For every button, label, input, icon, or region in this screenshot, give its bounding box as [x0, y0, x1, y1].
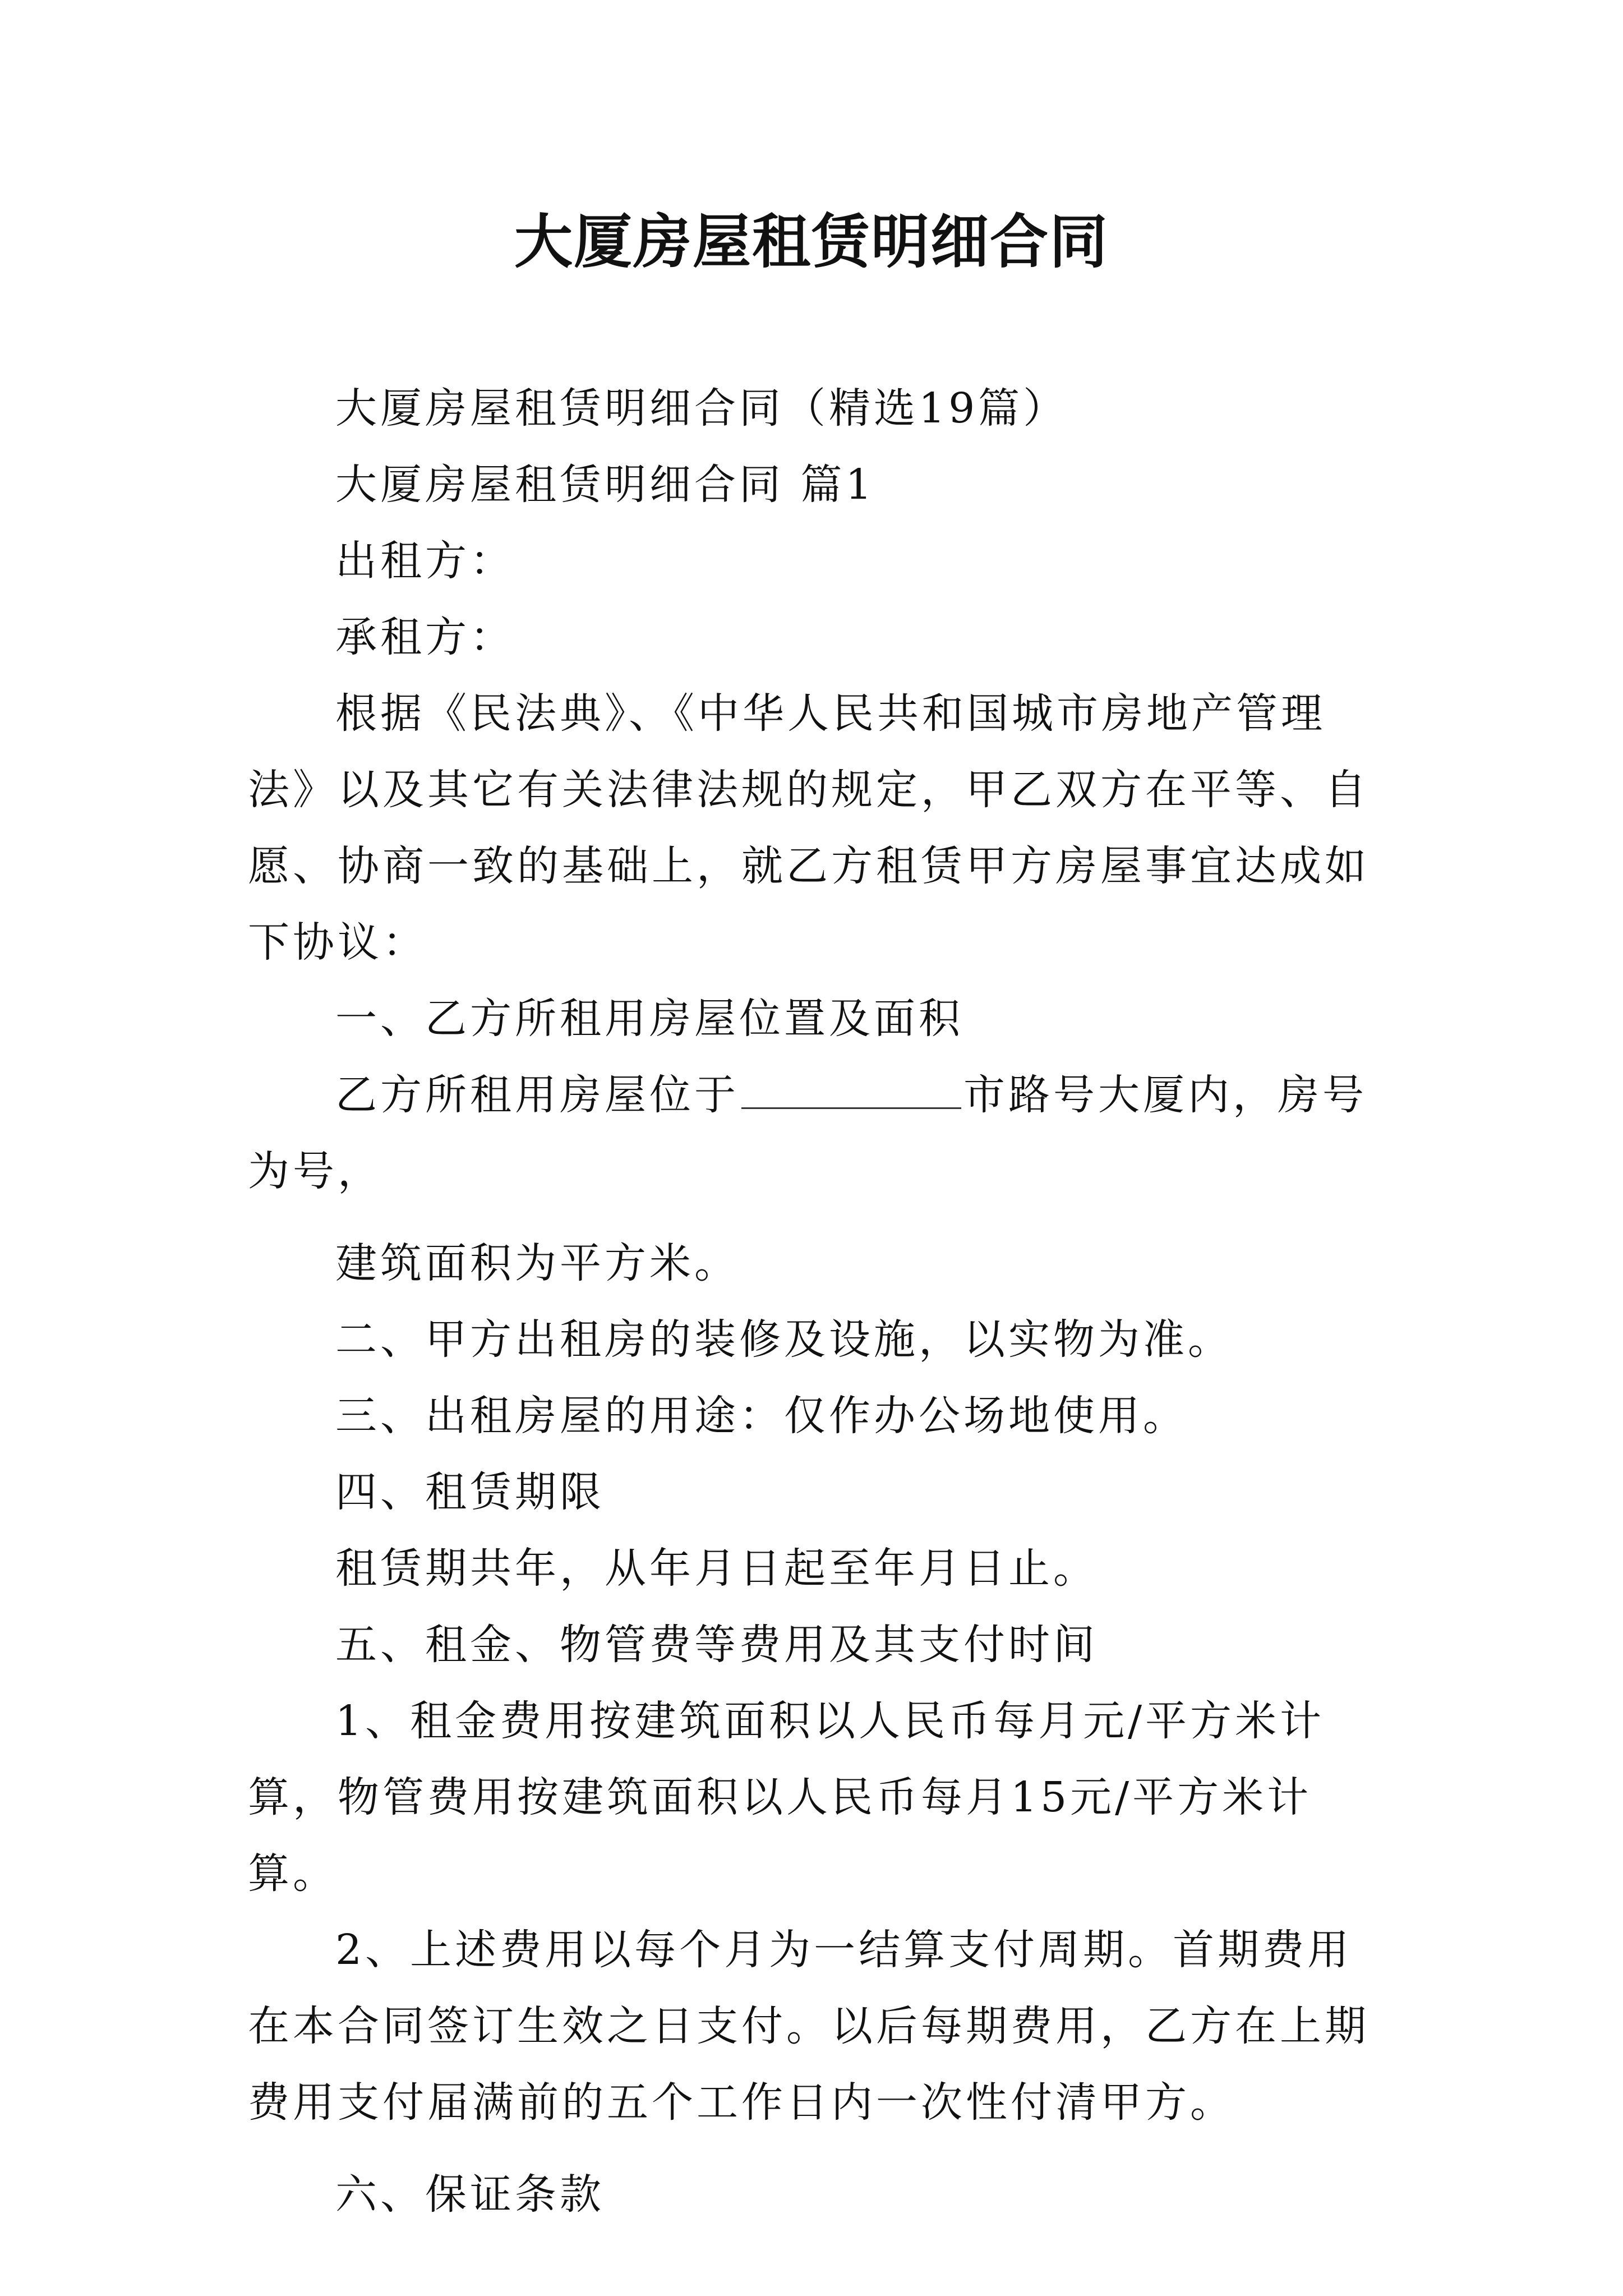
location-text-before: 乙方所租用房屋位于 [335, 1071, 739, 1119]
section-3: 三、出租房屋的用途：仅作办公场地使用。 [335, 1392, 1188, 1440]
section-5-item-1: 1、租金费用按建筑面积以人民币每月元/平方米计算，物管费用按建筑面积以人民币每月15元/平方米计算。 [248, 1697, 1325, 1898]
paragraph-gap [248, 1209, 1392, 1225]
location-text-after: 市路号大厦内，房号为号， [248, 1071, 1367, 1195]
section-4-body: 租赁期共年，从年月日起至年月日止。 [335, 1544, 1098, 1593]
lessee-label: 承租方： [335, 613, 515, 661]
part-heading: 大厦房屋租赁明细合同 篇1 [335, 461, 875, 509]
section-6-heading: 六、保证条款 [335, 2170, 605, 2219]
document-body [248, 370, 1392, 2233]
address-blank-line [741, 1074, 961, 1109]
section-2: 二、甲方出租房的装修及设施，以实物为准。 [335, 1315, 1233, 1364]
section-1-area: 建筑面积为平方米。 [335, 1239, 739, 1287]
document-subtitle: 大厦房屋租赁明细合同（精选19篇） [335, 384, 1068, 432]
section-1-location [248, 1057, 1392, 1209]
section-5-heading: 五、租金、物管费等费用及其支付时间 [335, 1621, 1098, 1669]
section-4-heading: 四、租赁期限 [335, 1468, 605, 1516]
preamble-paragraph: 根据《民法典》、《中华人民共和国城市房地产管理法》以及其它有关法律法规的规定，甲乙双方在平等、自愿、协商一致的基础上，就乙方租赁甲方房屋事宜达成如下协议： [248, 689, 1370, 967]
paragraph-gap [248, 2141, 1392, 2156]
section-1-heading: 一、乙方所租用房屋位置及面积 [335, 995, 963, 1043]
section-5-item-2: 2、上述费用以每个月为一结算支付周期。首期费用在本合同签订生效之日支付。以后每期费用，乙方在上期费用支付届满前的五个工作日内一次性付清甲方。 [248, 1926, 1370, 2127]
lessor-label: 出租方： [335, 537, 515, 585]
document-title: 大厦房屋租赁明细合同 [514, 208, 1109, 276]
